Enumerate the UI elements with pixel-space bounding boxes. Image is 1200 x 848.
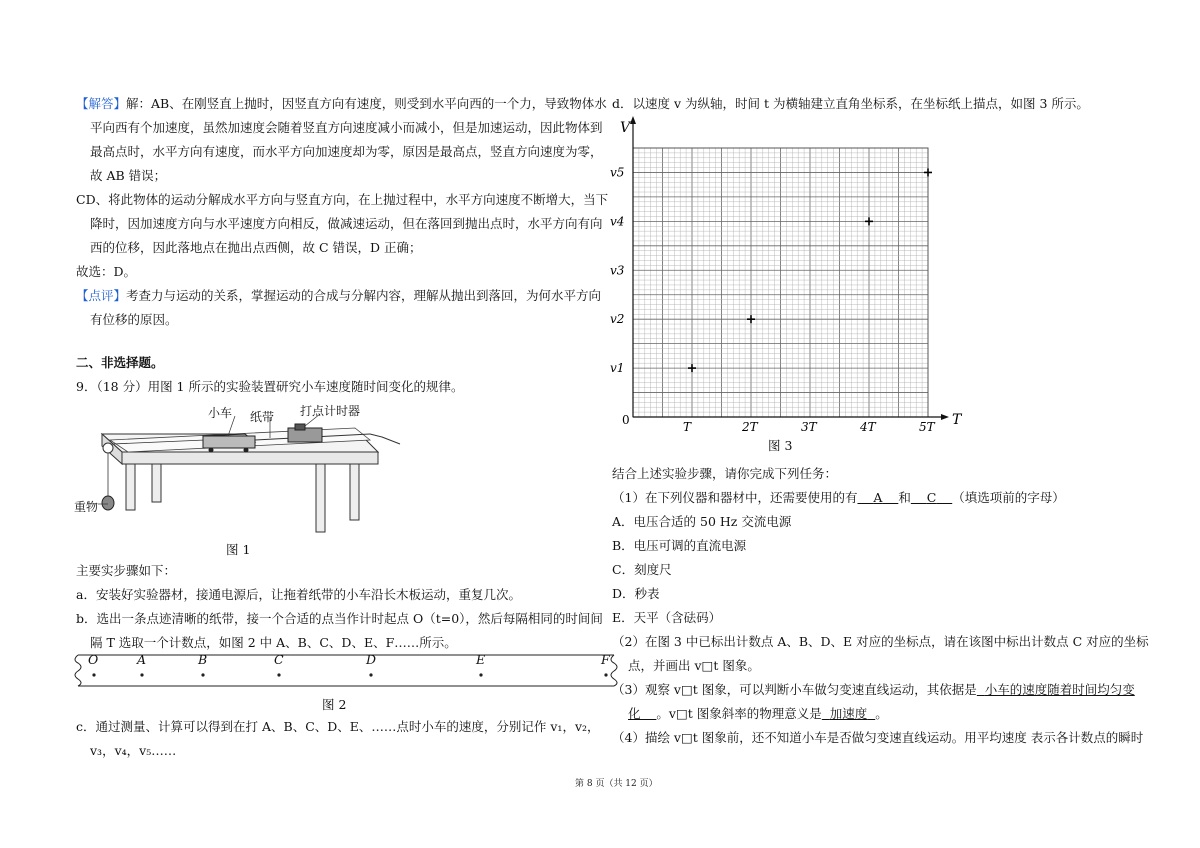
- x-tick-label: 5T: [919, 420, 935, 434]
- data-point: [747, 315, 755, 323]
- task-3-answer-2: 加速度: [829, 706, 868, 721]
- table-leg-front-left: [126, 464, 135, 510]
- label-timer: 打点计时器: [300, 404, 361, 418]
- dianping-tag: 【点评】: [76, 288, 127, 303]
- label-weight: 重物: [74, 500, 99, 514]
- section-title: 二、非选择题。: [76, 355, 164, 370]
- step-c-line-2: v₃，v₄，v₅……: [90, 743, 177, 758]
- table-leg-back-right: [350, 464, 359, 520]
- jieda-line-4: 故 AB 错误；: [90, 168, 167, 183]
- x-tick-label: T: [683, 420, 692, 434]
- label-car: 小车: [208, 406, 233, 420]
- option-c: C．刻度尺: [612, 562, 672, 577]
- x-tick-label: 3T: [801, 420, 817, 434]
- jieda-line-3: 最高点时，水平方向有速度，而水平方向加速度却为零，原因是最高点，竖直方向速度为零，: [90, 144, 603, 159]
- jieda-line-2: 平向西有个加速度，虽然加速度会随着竖直方向速度减小而减小，但是加速运动，因此物体到: [90, 120, 603, 135]
- step-c-line-1: c．通过测量、计算可以得到在打 A、B、C、D、E、……点时小车的速度，分别记作 v₁，v₂，: [76, 719, 600, 734]
- tape-dot-a: [140, 673, 143, 676]
- option-a: A．电压合适的 50 Hz 交流电源: [612, 514, 792, 529]
- data-point: [865, 217, 873, 225]
- y-axis-arrow: [630, 116, 636, 124]
- jieda-line-1: 【解答】解：AB、在刚竖直上抛时，因竖直方向有速度，则受到水平向西的一个力，导致物体水: [76, 96, 607, 111]
- task-intro: 结合上述实验步骤，请你完成下列任务：: [612, 466, 838, 481]
- label-tape: 纸带: [250, 410, 275, 424]
- tape-label-d: D: [366, 652, 377, 667]
- x-axis-label: T: [952, 412, 962, 428]
- x-axis-arrow: [941, 414, 949, 420]
- table-front: [122, 452, 378, 464]
- dianping-line-1: 【点评】考查力与运动的关系，掌握运动的合成与分解内容，理解从抛出到落回，为何水平方向: [76, 288, 602, 303]
- tape-label-b: B: [198, 652, 208, 667]
- steps-title: 主要实步骤如下：: [76, 563, 177, 578]
- step-d: d．以速度 v 为纵轴，时间 t 为横轴建立直角坐标系，在坐标纸上描点，如图 3 所示。: [612, 96, 1089, 111]
- timer-knob: [295, 424, 305, 430]
- tape-label-a: A: [137, 652, 147, 667]
- tape-dot-d: [369, 673, 372, 676]
- tape-dot-e: [479, 673, 482, 676]
- task-1-answer-1: A: [873, 490, 883, 505]
- figure-1-apparatus: [70, 400, 410, 560]
- tape-label-c: C: [274, 652, 284, 667]
- figure-2-caption: 图 2: [322, 697, 347, 712]
- tape-dot-f: [604, 673, 607, 676]
- jieda-line-6: 降时，因加速度方向与水平速度方向相反，做减速运动，但在落回到抛出点时，水平方向有向: [90, 216, 603, 231]
- table-leg-back-left: [152, 464, 161, 502]
- figure-3-chart: [600, 112, 980, 452]
- option-b: B．电压可调的直流电源: [612, 538, 747, 553]
- tape-dot-o: [92, 673, 95, 676]
- tape-dot-c: [277, 673, 280, 676]
- table-leg-front-right: [316, 464, 325, 532]
- y-tick-label: v4: [610, 214, 625, 229]
- task-4-line-1: （4）描绘 v□t 图象前，还不知道小车是否做匀变速直线运动。用平均速度 表示各计数点的瞬时: [612, 730, 1144, 745]
- step-a: a．安装好实验器材，接通电源后，让拖着纸带的小车沿长木板运动，重复几次。: [76, 587, 521, 602]
- jieda-line-5: CD、将此物体的运动分解成水平方向与竖直方向，在上抛过程中，水平方向速度不断增大，当下: [76, 192, 609, 207]
- jieda-line-7: 西的位移，因此落地点在抛出点西侧，故 C 错误，D 正确；: [90, 240, 422, 255]
- car-body: [203, 436, 255, 448]
- pulley: [103, 443, 113, 453]
- page-footer: 第 8 页（共 12 页）: [575, 779, 658, 789]
- task-1-answer-2: C: [926, 490, 937, 505]
- tape-left-break: [75, 655, 81, 686]
- tape-label-e: E: [476, 652, 486, 667]
- car-wheel-1: [209, 448, 214, 453]
- task-2-line-1: （2）在图 3 中已标出计数点 A、B、D、E 对应的坐标点，请在该图中标出计数点 C 对应的坐标: [612, 634, 1149, 649]
- jieda-tag: 【解答】: [76, 96, 127, 111]
- task-1: （1）在下列仪器和器材中，还需要使用的有 A 和 C （填选项前的字母）: [612, 490, 1065, 505]
- question-9: 9．（18 分）用图 1 所示的实验装置研究小车速度随时间变化的规律。: [76, 379, 464, 394]
- figure-3-caption: 图 3: [768, 438, 793, 453]
- tape-label-f: F: [601, 652, 610, 667]
- dianping-line-2: 有位移的原因。: [90, 312, 178, 327]
- step-b-line-2: 隔 T 选取一个计数点，如图 2 中 A、B、C、D、E、F……所示。: [90, 635, 457, 650]
- task-2-line-2: 点，并画出 v□t 图象。: [628, 658, 760, 673]
- x-tick-label: 4T: [860, 420, 876, 434]
- jieda-line-8: 故选：D。: [76, 264, 137, 279]
- tape-dot-b: [201, 673, 204, 676]
- task-3-line-1: （3）观察 v□t 图象，可以判断小车做匀变速直线运动，其依据是 小车的速度随着时间均匀变: [612, 682, 1135, 697]
- y-tick-label: v3: [610, 263, 625, 278]
- step-b-line-1: b．选出一条点迹清晰的纸带，接一个合适的点当作计时起点 O（t=0），然后每隔相同的时间间: [76, 611, 603, 626]
- y-tick-label: v2: [610, 312, 625, 327]
- y-axis-label: V: [620, 120, 631, 136]
- data-point: [688, 364, 696, 372]
- tape-label-o: O: [88, 652, 99, 667]
- y-tick-label: v1: [610, 361, 625, 376]
- task-3-answer-1: 小车的速度随着时间均匀变: [984, 682, 1135, 697]
- figure-1-caption: 图 1: [226, 542, 251, 557]
- origin-label: 0: [622, 413, 630, 427]
- paper-tape-end: [370, 434, 400, 444]
- chart-grid: [633, 148, 928, 417]
- task-3-answer-1-cont: 化: [628, 706, 641, 721]
- y-tick-label: v5: [610, 165, 625, 180]
- weight: [102, 496, 114, 510]
- task-3-line-2: 化 。v□t 图象斜率的物理意义是 加速度 。: [628, 706, 888, 721]
- option-e: E．天平（含砝码）: [612, 610, 722, 625]
- data-point: [924, 168, 932, 176]
- x-tick-label: 2T: [742, 420, 758, 434]
- option-d: D．秒表: [612, 586, 660, 601]
- car-wheel-2: [244, 448, 249, 453]
- figure-2-tape: [74, 652, 620, 692]
